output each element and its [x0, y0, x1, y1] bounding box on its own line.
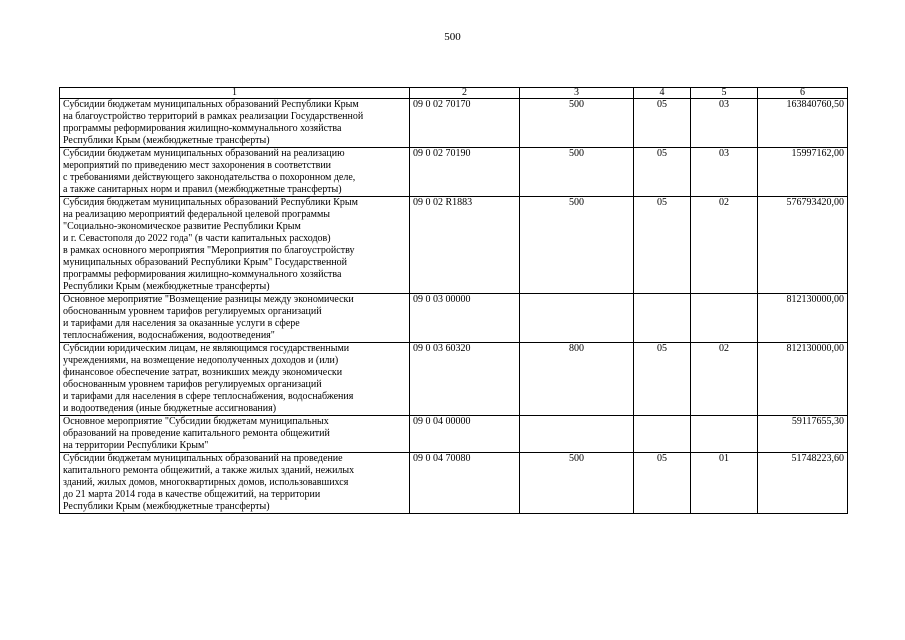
target-article-code: 09 0 03 60320 — [410, 343, 520, 416]
subsection-code: 01 — [691, 453, 758, 514]
expense-name: Субсидии бюджетам муниципальных образований Республики Крым на благоустройство территорий в рамках реализации Государственной программы реформирования жилищно-коммунального хозяйства Республики Крым (межбюджетные трансферты) — [60, 99, 410, 148]
table-row — [60, 99, 848, 148]
section-code: 05 — [634, 99, 691, 148]
column-header: 4 — [634, 88, 691, 99]
target-article-code: 09 0 02 70190 — [410, 148, 520, 197]
expense-type-code: 500 — [520, 99, 634, 148]
table-row — [60, 197, 848, 294]
column-header: 3 — [520, 88, 634, 99]
amount: 812130000,00 — [758, 343, 848, 416]
expense-name: Субсидия бюджетам муниципальных образований Республики Крым на реализацию мероприятий федеральной целевой программы "Социально-экономическое развитие Республики Крым и г. Севастополя до 2022 года" (в части капитальных расходов) в рамках основного мероприятия "Мероприятия по благоустройству муниципальных образований Республики Крым" Государственной программы реформирования жилищно-коммунального хозяйства Республики Крым (межбюджетные трансферты) — [60, 197, 410, 294]
column-header: 1 — [60, 88, 410, 99]
amount: 59117655,30 — [758, 416, 848, 453]
amount: 15997162,00 — [758, 148, 848, 197]
expense-type-code: 800 — [520, 343, 634, 416]
expense-name: Основное мероприятие "Возмещение разницы между экономически обоснованным уровнем тарифов регулируемых организаций и тарифами для населения за оказанные услуги в сфере теплоснабжения, водоснабжения, водоотведения" — [60, 294, 410, 343]
target-article-code: 09 0 04 70080 — [410, 453, 520, 514]
subsection-code — [691, 416, 758, 453]
table-row — [60, 416, 848, 453]
target-article-code: 09 0 04 00000 — [410, 416, 520, 453]
subsection-code: 03 — [691, 99, 758, 148]
expense-type-code: 500 — [520, 148, 634, 197]
table-row — [60, 343, 848, 416]
page-number: 500 — [444, 31, 461, 43]
section-code: 05 — [634, 453, 691, 514]
target-article-code: 09 0 02 70170 — [410, 99, 520, 148]
header-row — [60, 88, 848, 99]
amount: 51748223,60 — [758, 453, 848, 514]
subsection-code: 03 — [691, 148, 758, 197]
expense-type-code: 500 — [520, 197, 634, 294]
subsection-code — [691, 294, 758, 343]
section-code: 05 — [634, 148, 691, 197]
expense-type-code: 500 — [520, 453, 634, 514]
expense-name: Субсидии бюджетам муниципальных образований на реализацию мероприятий по приведению мест захоронения в соответствии с требованиями действующего законодательства о похоронном деле, а также санитарных норм и правил (межбюджетные трансферты) — [60, 148, 410, 197]
section-code: 05 — [634, 197, 691, 294]
subsection-code: 02 — [691, 197, 758, 294]
expense-name: Основное мероприятие "Субсидии бюджетам муниципальных образований на проведение капитального ремонта общежитий на территории Республики Крым" — [60, 416, 410, 453]
column-header: 2 — [410, 88, 520, 99]
section-code — [634, 416, 691, 453]
expense-type-code — [520, 294, 634, 343]
table-row — [60, 453, 848, 514]
section-code: 05 — [634, 343, 691, 416]
table-row — [60, 294, 848, 343]
budget-table — [59, 87, 848, 514]
amount: 576793420,00 — [758, 197, 848, 294]
target-article-code: 09 0 02 R1883 — [410, 197, 520, 294]
target-article-code: 09 0 03 00000 — [410, 294, 520, 343]
table-row — [60, 148, 848, 197]
subsection-code: 02 — [691, 343, 758, 416]
amount: 163840760,50 — [758, 99, 848, 148]
column-header: 5 — [691, 88, 758, 99]
expense-name: Субсидии бюджетам муниципальных образований на проведение капитального ремонта общежитий, а также жилых зданий, нежилых зданий, жилых домов, многоквартирных домов, использовавшихся до 21 марта 2014 года в качестве общежитий, на территории Республики Крым (межбюджетные трансферты) — [60, 453, 410, 514]
column-header: 6 — [758, 88, 848, 99]
amount: 812130000,00 — [758, 294, 848, 343]
expense-type-code — [520, 416, 634, 453]
section-code — [634, 294, 691, 343]
expense-name: Субсидии юридическим лицам, не являющимся государственными учреждениями, на возмещение недополученных доходов и (или) финансовое обеспечение затрат, возникших между экономически обоснованным уровнем тарифов регулируемых организаций и тарифами для населения в сфере теплоснабжения, водоснабжения и водоотведения (иные бюджетные ассигнования) — [60, 343, 410, 416]
